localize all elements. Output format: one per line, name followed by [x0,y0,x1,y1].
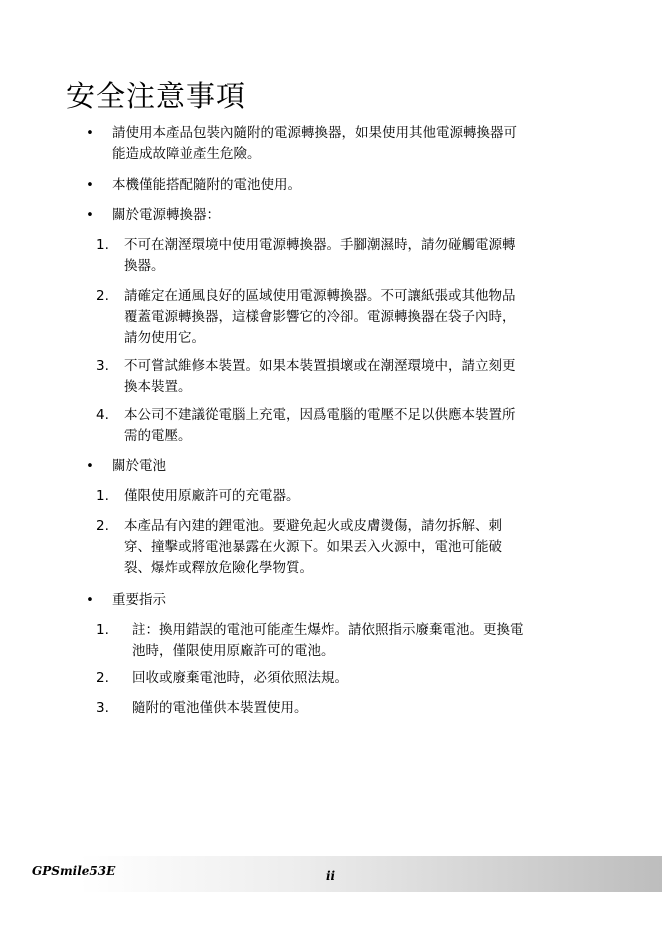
text-line: 覆蓋電源轉換器，這樣會影響它的冷卻。電源轉換器在袋子內時， [124,309,516,325]
number-marker: 2. [96,288,109,304]
footer-page-number: ii [326,869,336,883]
text-line: 關於電池 [112,458,166,474]
section-heading [112,590,594,611]
text-line: 關於電源轉換器： [112,207,220,223]
list-item-text [132,668,590,689]
text-line: 換器。 [124,258,165,274]
text-line: 池時，僅限使用原廠許可的電池。 [132,643,335,659]
bullet-marker: • [86,459,94,474]
text-line: 換本裝置。 [124,379,192,395]
text-line: 重要指示 [112,592,166,608]
bullet-marker: • [86,593,94,608]
bullet-marker: • [86,178,94,193]
text-line: 穿、撞擊或將電池暴露在火源下。如果丟入火源中，電池可能破 [124,539,502,555]
number-marker: 3. [96,700,109,716]
text-line: 不可嘗試維修本裝置。如果本裝置損壞或在潮溼環境中，請立刻更 [124,358,516,374]
list-item-text [124,286,586,349]
list-item-text [124,516,586,579]
text-line: 本機僅能搭配隨附的電池使用。 [112,177,301,193]
section-heading [112,456,594,477]
text-line: 請確定在通風良好的區域使用電源轉換器。不可讓紙張或其他物品 [124,288,516,304]
number-marker: 2. [96,518,109,534]
text-line: 僅限使用原廠許可的充電器。 [124,488,300,504]
list-item-text [132,620,590,662]
text-line: 請勿使用它。 [124,330,205,346]
bullet-marker: • [86,126,94,141]
number-marker: 1. [96,622,109,638]
list-item-text [124,405,586,447]
list-item-text [124,486,586,507]
text-line: 裂、爆炸或釋放危險化學物質。 [124,560,313,576]
text-line: 請使用本產品包裝內隨附的電源轉換器，如果使用其他電源轉換器可 [112,125,517,141]
list-item-text [112,175,594,196]
text-line: 回收或廢棄電池時，必須依照法規。 [132,670,348,686]
footer-model-name: GPSmile53E [32,864,116,878]
list-item-text [124,235,586,277]
list-item-text [132,698,590,719]
text-line: 需的電壓。 [124,428,192,444]
number-marker: 4. [96,407,109,423]
text-line: 隨附的電池僅供本裝置使用。 [132,700,308,716]
page-footer [0,856,662,892]
list-item-text [112,123,594,165]
number-marker: 3. [96,358,109,374]
number-marker: 1. [96,237,109,253]
bullet-marker: • [86,208,94,223]
text-line: 本公司不建議從電腦上充電，因爲電腦的電壓不足以供應本裝置所 [124,407,516,423]
section-heading [112,205,594,226]
text-line: 註：換用錯誤的電池可能產生爆炸。請依照指示廢棄電池。更換電 [132,622,524,638]
number-marker: 2. [96,670,109,686]
list-item-text [124,356,586,398]
text-line: 能造成故障並產生危險。 [112,146,261,162]
page-title: 安全注意事項 [66,79,247,113]
text-line: 不可在潮溼環境中使用電源轉換器。手腳潮濕時，請勿碰觸電源轉 [124,237,516,253]
text-line: 本產品有內建的鋰電池。要避免起火或皮膚燙傷，請勿拆解、刺 [124,518,502,534]
number-marker: 1. [96,488,109,504]
